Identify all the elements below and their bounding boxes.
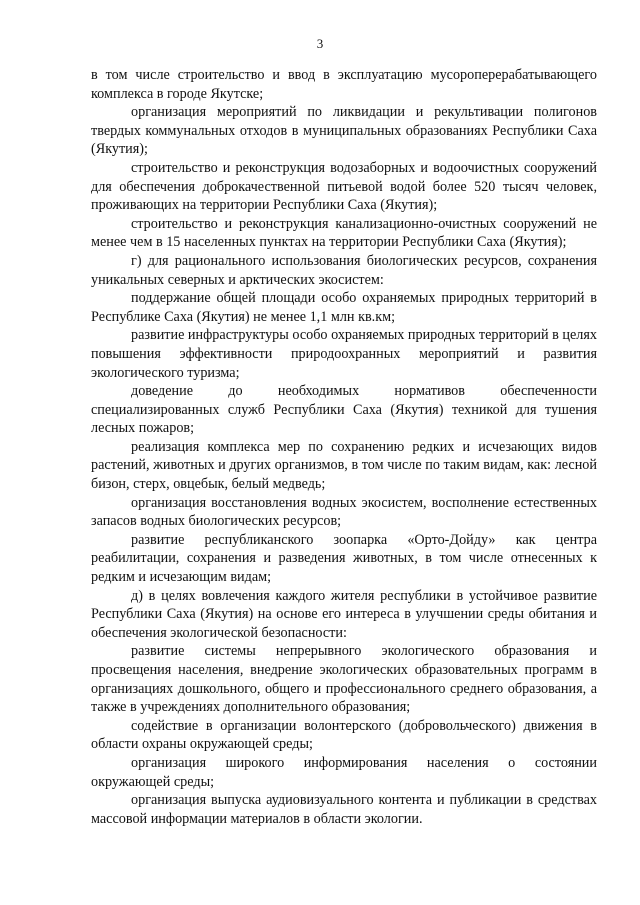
paragraph: доведение до необходимых нормативов обеспеченности специализированных служб Республики Саха (Якутия) техникой для тушения лесных пожаров;: [91, 383, 597, 437]
paragraph: организация широкого информирования населения о состоянии окружающей среды;: [91, 754, 597, 790]
paragraph-continuation: в том числе строительство и ввод в эксплуатацию мусороперерабатывающего комплекса в городе Якутске;: [91, 67, 597, 102]
paragraph: строительство и реконструкция водозаборных и водоочистных сооружений для обеспечения доброкачественной питьевой водой более 520 тысяч человек, проживающих на территории Республики Саха (Якутия);: [91, 159, 597, 214]
paragraph: развитие республиканского зоопарка «Орто-Дойду» как центра реабилитации, сохранения и разведения животных, в том числе отнесенных к редким и исчезающим видам;: [91, 531, 597, 586]
paragraph: развитие системы непрерывного экологического образования и просвещения населения, внедрение экологических образовательных программ в организациях дошкольного, общего и профессионального среднего образования, а также в учреждениях дополнительного образования;: [91, 643, 597, 716]
paragraph: организация восстановления водных экосистем, восполнение естественных запасов водных биологических ресурсов;: [91, 494, 597, 530]
page-number: 3: [316, 36, 324, 51]
paragraph: строительство и реконструкция канализационно-очистных сооружений не менее чем в 15 населенных пунктах на территории Республики Саха (Якутия);: [91, 215, 597, 251]
paragraph-section-d: д) в целях вовлечения каждого жителя республики в устойчивое развитие Республики Саха (Якутия) на основе его интереса в улучшении среды обитания и обеспечения экологической безопасности:: [91, 587, 597, 641]
document-body: [91, 66, 597, 828]
paragraph: организация мероприятий по ликвидации и рекультивации полигонов твердых коммунальных отходов в муниципальных образованиях Республики Саха (Якутия);: [91, 104, 597, 158]
paragraph: развитие инфраструктуры особо охраняемых природных территорий в целях повышения эффективности природоохранных мероприятий и развития экологического туризма;: [91, 327, 597, 381]
paragraph: организация выпуска аудиовизуального контента и публикации в средствах массовой информации материалов в области экологии.: [91, 792, 597, 827]
paragraph: поддержание общей площади особо охраняемых природных территорий в Республике Саха (Якутия) не менее 1,1 млн кв.км;: [91, 290, 597, 325]
paragraph: содействие в организации волонтерского (добровольческого) движения в области охраны окружающей среды;: [91, 717, 597, 753]
paragraph-section-g: г) для рационального использования биологических ресурсов, сохранения уникальных северных и арктических экосистем:: [91, 252, 597, 288]
paragraph: реализация комплекса мер по сохранению редких и исчезающих видов растений, животных и других организмов, в том числе по таким видам, как: лесной бизон, стерх, овцебык, белый медведь;: [91, 438, 597, 493]
